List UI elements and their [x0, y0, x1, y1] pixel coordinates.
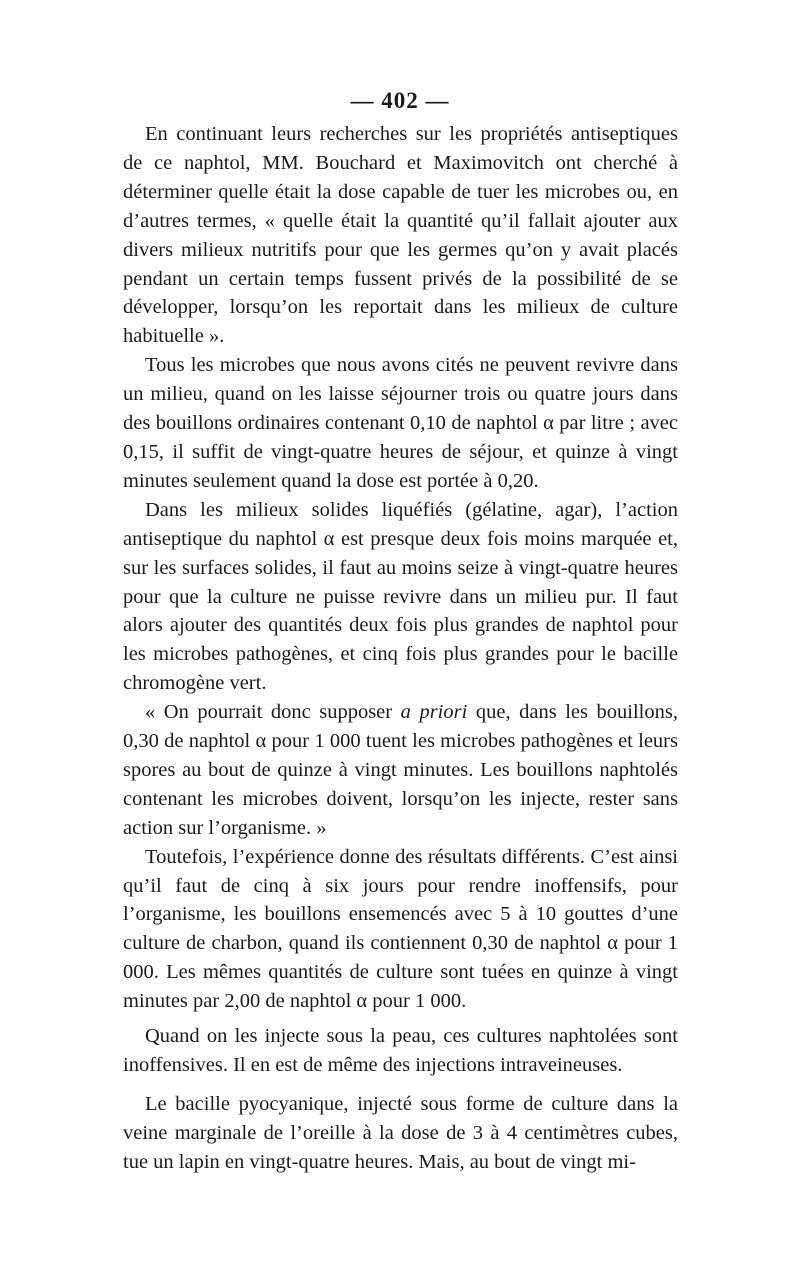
paragraph-5: Toutefois, l’expérience donne des résultats différents. C’est ainsi qu’il faut de cinq à six jours pour rendre inoffensifs, pour l’organisme, les bouillons ensemencés avec 5 à 10 gouttes d’une culture de charbon, quand ils contiennent 0,30 de naphtol α pour 1 000. Les mêmes quantités de culture sont tuées en quinze à vingt minutes par 2,00 de naphtol α pour 1 000.: [123, 845, 678, 1013]
quote-rest: que, dans les bouillons, 0,30 de naphtol α pour 1 000 tuent les microbes pathogènes et leurs spores au bout de quinze à vingt minutes. Les bouillons naphtolés contenant les microbes doivent, lorsqu’on les injecte, rester sans action sur l’organisme. »: [123, 701, 678, 839]
page-number: — 402 —: [350, 88, 450, 113]
quote-open: « On pourrait donc supposer: [145, 701, 401, 724]
paragraph-7: Le bacille pyocyanique, injecté sous forme de culture dans la veine marginale de l’oreille à la dose de 3 à 4 centimètres cubes, tue un lapin en vingt-quatre heures. Mais, au bout de vingt mi-: [123, 1092, 678, 1173]
paragraph-1: En continuant leurs recherches sur les propriétés antiseptiques de ce naphtol, MM. Bouchard et Maximovitch ont cherché à déterminer quelle était la dose capable de tuer les microbes ou, en d’autres termes, « quelle était la quantité qu’il fallait ajouter aux divers milieux nutritifs pour que les germes qu’on y avait placés pendant un certain temps fussent privés de la possibilité de se développer, lorsqu’on les reportait dans les milieux de culture habituelle ».: [123, 123, 678, 348]
paragraph-6: Quand on les injecte sous la peau, ces cultures naphtolées sont inoffensives. Il en est de même des injections intraveineuses.: [123, 1025, 678, 1076]
quote-italic: a priori: [400, 701, 468, 724]
body-text: [123, 120, 678, 1177]
paragraph-2: Tous les microbes que nous avons cités ne peuvent revivre dans un milieu, quand on les laisse séjourner trois ou quatre jours dans des bouillons ordinaires contenant 0,10 de naphtol α par litre ; avec 0,15, il suffit de vingt-quatre heures de séjour, et quinze à vingt minutes seulement quand la dose est portée à 0,20.: [123, 354, 678, 492]
paragraph-3: Dans les milieux solides liquéfiés (gélatine, agar), l’action antiseptique du naphtol α est presque deux fois moins marquée et, sur les surfaces solides, il faut au moins seize à vingt-quatre heures pour que la culture ne puisse revivre dans un milieu pur. Il faut alors ajouter des quantités deux fois plus grandes de naphtol pour les microbes pathogènes, et cinq fois plus grandes pour le bacille chromogène vert.: [123, 498, 678, 695]
paragraph-4-quote: [123, 698, 678, 843]
